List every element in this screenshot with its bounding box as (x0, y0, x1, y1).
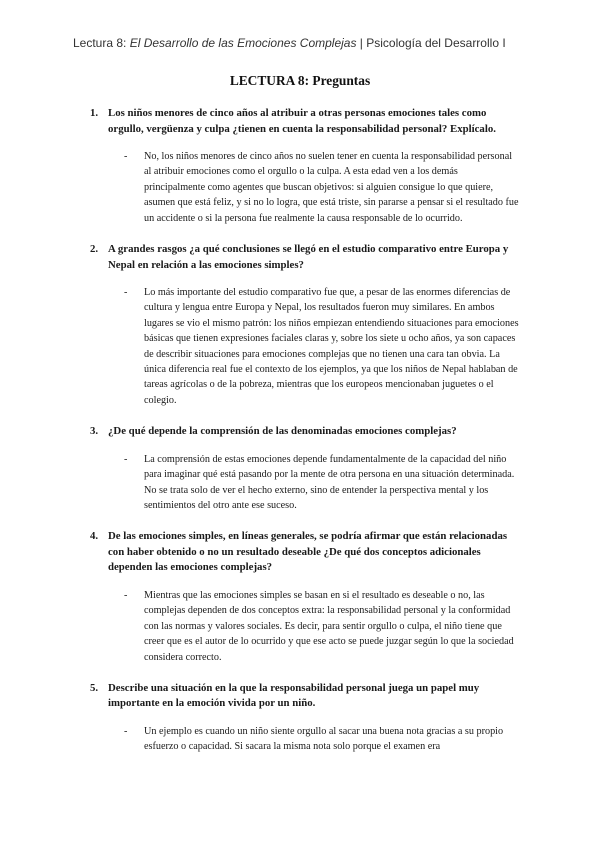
answer-text: No, los niños menores de cinco años no suelen tener en cuenta la responsabilidad personal al atribuir emociones como el orgullo o la culpa. A esta edad ven a los demás principalmente como agentes que buscan objetivos: si alguien consigue lo que quiere, asumen que está feliz, y si no lo logra, que está triste, sin pararse a pensar si el resultado fue un accidente o si la persona fue realmente la causa responsable de lo ocurrido. (144, 151, 519, 224)
question-number: 4. (90, 530, 99, 543)
answer-3 (90, 452, 520, 514)
questions-list (90, 106, 520, 771)
question-number: 1. (90, 107, 99, 119)
answer-text: Lo más importante del estudio comparativo fue que, a pesar de las enormes diferencias de cultura y lengua entre Europa y Nepal, los resultados fueron muy similares. En ambos lugares se vio el mismo patrón: los niños empiezan entendiendo situaciones para emociones básicas que tienen expresiones faciales claras y, sobre los siete u ocho años, ya son capaces de describir situaciones para emociones complejas que no tienen una cara tan obvia. La única diferencia real fue el contexto de los ejemplos, ya que los niños de Nepal hablaban de tareas agrícolas o de la pobreza, mientras que los europeos mencionaban juguetes o el colegio. (144, 287, 519, 406)
answer-5 (90, 724, 520, 755)
question-2 (90, 242, 520, 273)
question-3 (90, 424, 520, 440)
question-text: De las emociones simples, en líneas generales, se podría afirmar que están relacionadas con haber obtenido o no un resultado deseable ¿De qué dos conceptos adicionales dependen las emociones complejas? (108, 530, 508, 574)
bullet-dash: - (124, 589, 128, 601)
header-subtitle: El Desarrollo de las Emociones Complejas (129, 36, 357, 50)
question-5 (90, 681, 520, 712)
question-number: 5. (90, 681, 99, 694)
question-text: A grandes rasgos ¿a qué conclusiones se llegó en el estudio comparativo entre Europa y Nepal en relación a las emociones simples? (108, 243, 509, 271)
page-title: LECTURA 8: Preguntas (229, 73, 371, 88)
answer-4 (90, 588, 520, 665)
question-text: Los niños menores de cinco años al atribuir a otras personas emociones tales como orgullo, vergüenza y culpa ¿tienen en cuenta la responsabilidad personal? Explícalo. (108, 107, 496, 135)
answer-2 (90, 285, 520, 408)
question-1 (90, 106, 520, 137)
question-number: 3. (90, 425, 99, 438)
answer-text: La comprensión de estas emociones depende fundamentalmente de la capacidad del niño para imaginar qué está pasando por la mente de otra persona en una situación determinada. No se trata solo de ver el hecho externo, sino de entender la perspectiva mental y los sentimientos del otro ante ese suceso. (144, 453, 515, 511)
question-number: 2. (90, 243, 99, 256)
question-text: ¿De qué depende la comprensión de las denominadas emociones complejas? (108, 425, 457, 438)
bullet-dash: - (124, 151, 128, 162)
header-course: | Psicología del Desarrollo I (356, 36, 506, 50)
question-4 (90, 529, 520, 576)
header-lecture: Lectura 8: (73, 36, 130, 50)
question-text: Describe una situación en la que la responsabilidad personal juega un papel muy importante en la emoción vivida por un niño. (108, 681, 480, 710)
bullet-dash: - (124, 453, 128, 465)
bullet-dash: - (124, 725, 128, 737)
answer-text: Un ejemplo es cuando un niño siente orgullo al sacar una buena nota gracias a su propio esfuerzo o capacidad. Si sacara la misma nota solo porque el examen era (144, 725, 504, 753)
answer-1 (90, 149, 520, 226)
page-header (73, 36, 573, 50)
answer-text: Mientras que las emociones simples se basan en si el resultado es deseable o no, las complejas dependen de dos conceptos extra: la responsabilidad personal y la conformidad con las normas y valores sociales. Es decir, para sentir orgullo o culpa, el niño tiene que creer que es el autor de lo ocurrido y que ese acto se puede juzgar según lo que la sociedad considera correcto. (144, 589, 514, 663)
bullet-dash: - (124, 287, 128, 299)
